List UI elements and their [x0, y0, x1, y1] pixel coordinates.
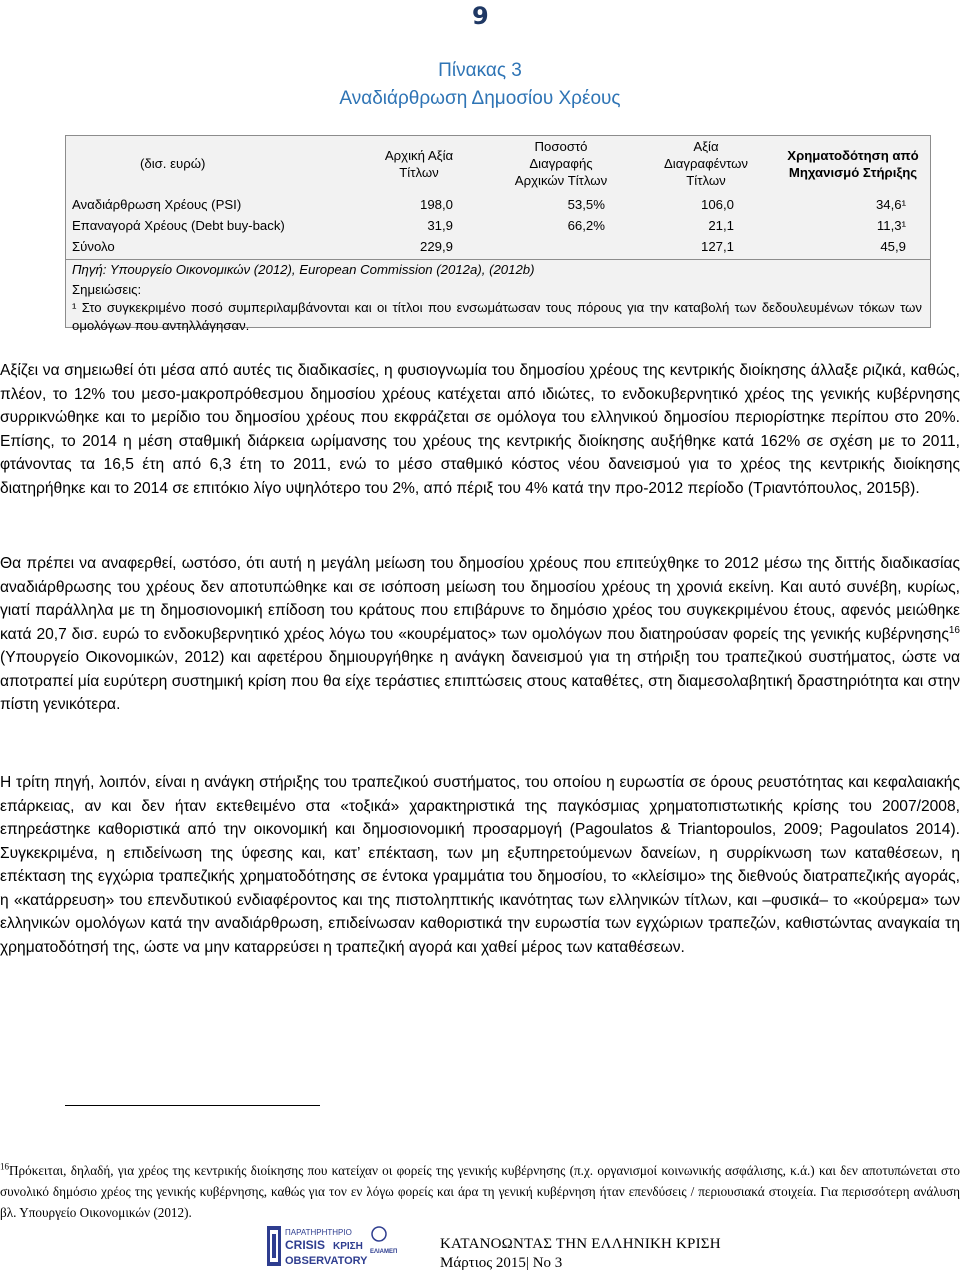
- paragraph: Θα πρέπει να αναφερθεί, ωστόσο, ότι αυτή η μεγάλη μείωση του δημοσίου χρέους που επιτεύχθηκε το 2012 μέσω της διττής διαδικασίας αναδιάρθρωσης του χρέους δεν αποτυπώθηκε και σε ισόποση μείωση του δημοσίου χρέους τη χρονιά εκείνη. Και αυτό συνέβη, κυρίως, γιατί παράλληλα με τη δημοσιονομική επίδοση του κράτους που επιβάρυνε το δημόσιο χρέος του συγκεκριμένου έτους, αφενός μειώθηκε κατά 20,7 δισ. ευρώ το ενδοκυβερνητικό χρέος λόγω του «κουρέματος» των ομολόγων που διατηρούσαν φορείς της γενικής κυβέρνησης$^{16}$ (Υπουργείο Οικονομικών, 2012) και αφετέρου δημιουργήθηκε η ανάγκη δανεισμού για τη στήριξη του τραπεζικού συστήματος, ώστε να αποτραπεί μία ευρύτερη συστημική κρίση που θα είχε τεράστιες επιπτώσεις στους καταθέτες, στη διαμεσολαβητική δραστηριότητα και στην πίστη γενικότερα.: [0, 555, 960, 713]
- table-title: Πίνακας 3: [438, 60, 522, 81]
- initial-value: 229,9: [419, 239, 453, 254]
- writeoff-pct: 66,2%: [567, 218, 605, 233]
- svg-text:OBSERVATORY: OBSERVATORY: [285, 1255, 368, 1267]
- header-support-funding: Χρηματοδότηση από Μηχανισμό Στήριξης: [787, 148, 919, 180]
- paragraph: Η τρίτη πηγή, λοιπόν, είναι η ανάγκη στήριξης του τραπεζικού συστήματος, του οποίου η ευρωστία σε όρους ρευστότητας και κεφαλαιακής επάρκειας, αν και δεν ήταν εκτεθειμένο στα «τοξικά» χαρακτηριστικά της παγκόσμιας χρηματοπιστωτικής κρίσης του 2007/2008, επηρεάστηκε καθοριστικά από την οικονομική και δημοσιονομική προσαρμογή (Pagoulatos & Triantopoulos, 2009; Pagoulatos 2014). Συγκεκριμένα, η επιδείνωση της ύφεσης και, κατ’ επέκταση, των μη εξυπηρετούμενων δανείων, η συρρίκνωση των καταθέσεων, η επέκταση της εγχώρια τραπεζικής χρηματοδότησης σε έντοκα γραμμάτια του δημοσίου, το «κλείσιμο» της διεθνούς διατραπεζικής αγοράς, η «κατάρρευση» του επενδυτικού ενδιαφέροντος και της πιστοληπτικής ικανότητας των ελληνικών τίτλων, και –φυσικά– το «κούρεμα» των ελληνικών ομολόγων κατά την αναδιάρθρωση, επιδείνωσαν καθοριστικά την ευρωστία των εγχώριων τραπεζών, καθιστώντας αναγκαία τη χρηματοδότησή της, ώστε να μην καταρρεύσει η τραπεζική αγορά και χαθεί μέρος των καταθέσεων.: [0, 774, 960, 956]
- header-writeoff-pct: Ποσοστό Διαγραφής Αρχικών Τίτλων: [514, 139, 608, 188]
- written-off-value: 106,0: [700, 197, 734, 212]
- table-note: ¹ Στο συγκεκριμένο ποσό συμπεριλαμβάνονται και οι τίτλοι που ενσωμάτωσαν τους πόρους για την καταβολή των δεδουλευμένων τόκων των ομολόγων που αντηλλάγησαν.: [72, 300, 922, 333]
- crisis-observatory-logo: [267, 1220, 429, 1272]
- svg-text:ΠΑΡΑΤΗΡΗΤΗΡΙΟ: ΠΑΡΑΤΗΡΗΤΗΡΙΟ: [285, 1228, 352, 1237]
- debt-restructuring-table: [65, 135, 931, 333]
- footnote-divider: [65, 1105, 320, 1106]
- page-number: 9: [472, 2, 489, 30]
- footnote-number: 16: [0, 1161, 9, 1172]
- writeoff-pct: 53,5%: [567, 197, 605, 212]
- header-written-off-value: Αξία Διαγραφέντων Τίτλων: [663, 139, 749, 188]
- issue-date: Μάρτιος 2015| Νο 3: [440, 1255, 563, 1271]
- table-row: [66, 237, 930, 257]
- unit-label: (δισ. ευρώ): [140, 156, 206, 171]
- svg-text:CRISIS: CRISIS: [285, 1238, 326, 1252]
- svg-text:ΕΛΙΑΜΕΠ: ΕΛΙΑΜΕΠ: [370, 1249, 398, 1255]
- paragraph: Αξίζει να σημειωθεί ότι μέσα από αυτές τις διαδικασίες, η φυσιογνωμία του δημοσίου χρέους της κεντρικής διοίκησης άλλαξε ριζικά, καθώς, πλέον, το 12% του μεσο-μακροπρόθεσμου δημοσίου χρέους κατέχεται από ιδιώτες, το ενδοκυβερνητικό χρέος της γενικής κυβέρνησης συρρικνώθηκε και το μερίδιο του δημοσίου χρέους που εκφράζεται σε ομόλογα του ελληνικού δημοσίου περιορίστηκε περίπου στο 20%. Επίσης, το 2014 η μέση σταθμική διάρκεια ωρίμανσης του χρέους της κεντρικής διοίκησης αυξήθηκε κατά 162% σε σχέση με το 2011, φτάνοντας τα 16,5 έτη από 6,3 έτη το 2011, ενώ το μέσο σταθμικό κόστος νέου δανεισμού για το χρέος της κεντρικής διοίκησης διατηρήθηκε και το 2014 σε επιτόκιο λίγο υψηλότερο του 2%, από πέριξ του 4% κατά την προ-2012 περίοδο (Τριαντόπουλος, 2015β).: [0, 362, 960, 497]
- footnote-ref[interactable]: 16: [948, 624, 960, 636]
- row-label: Αναδιάρθρωση Χρέους (PSI): [72, 197, 242, 212]
- support-funding: 11,3¹: [876, 218, 906, 233]
- table-row: [66, 195, 930, 215]
- header-initial-value: Αρχική Αξία Τίτλων: [384, 148, 454, 180]
- notes-label: Σημειώσεις:: [72, 282, 142, 297]
- support-funding: 34,6¹: [875, 197, 906, 212]
- table-subtitle: Αναδιάρθρωση Δημοσίου Χρέους: [339, 88, 621, 109]
- written-off-value: 21,1: [708, 218, 734, 233]
- initial-value: 31,9: [427, 218, 453, 233]
- footnote: $^{16}$Πρόκειται, δηλαδή, για χρέος της κεντρικής διοίκησης που κατείχαν οι φορείς της γενικής κυβέρνησης (π.χ. οργανισμοί κοινωνικής ασφάλισης, κ.ά.) και δεν αποτυπώνεται στο συνολικό δημόσιο χρέος της γενικής κυβέρνησης, καθώς για τον εν λόγω φορείς και άρα τη γενική κυβέρνηση ήταν επενδύσεις / περιουσιακά στοιχεία. Για περισσότερη ανάλυση βλ. Υπουργείο Οικονομικών (2012).: [0, 1161, 960, 1220]
- table-row: [66, 216, 930, 236]
- support-funding: 45,9: [880, 239, 906, 254]
- table-source: Πηγή: Υπουργείο Οικονομικών (2012), European Commission (2012a), (2012b): [72, 262, 535, 277]
- row-label: Επαναγορά Χρέους (Debt buy-back): [72, 218, 285, 233]
- org-name: ΚΑΤΑΝΟΩΝΤΑΣ ΤΗΝ ΕΛΛΗΝΙΚΗ ΚΡΙΣΗ: [440, 1236, 721, 1252]
- table-divider: [66, 259, 930, 260]
- row-label: Σύνολο: [72, 239, 115, 254]
- written-off-value: 127,1: [700, 239, 734, 254]
- svg-text:ΚΡΙΣΗ: ΚΡΙΣΗ: [333, 1241, 363, 1252]
- initial-value: 198,0: [419, 197, 453, 212]
